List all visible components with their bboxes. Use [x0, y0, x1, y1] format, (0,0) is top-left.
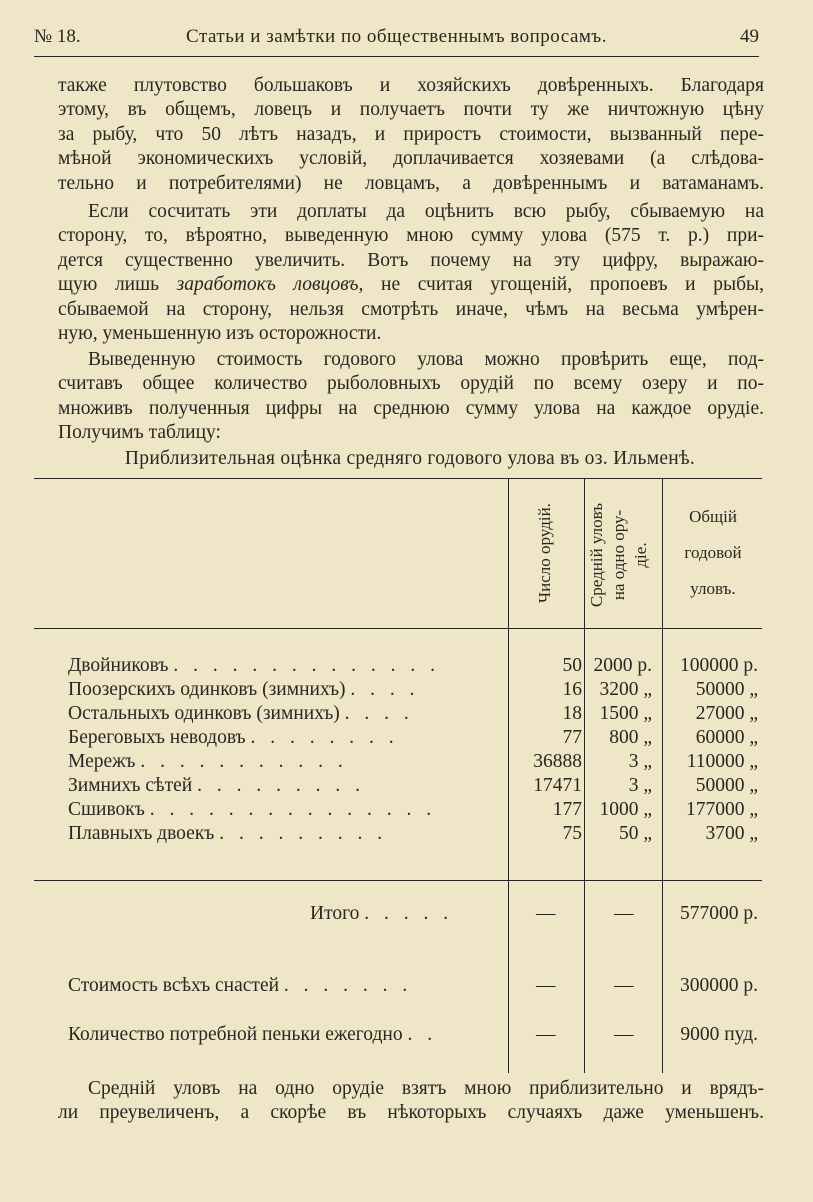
text-line: множивъ полученныя цифры на среднюю сумму улова на каждое орудіе.: [58, 397, 764, 419]
row-label: [68, 703, 414, 725]
header-line: діе.: [631, 542, 650, 568]
cell-avg: 3200 „: [599, 679, 652, 700]
text-line: Если сосчитать эти доплаты да оцѣнить всю рыбу, сбываемую на: [88, 201, 764, 222]
row-name: Сшивокъ: [68, 799, 145, 820]
cell-dash: —: [536, 975, 556, 996]
cell-count: 177: [552, 799, 582, 820]
cell-dash: —: [614, 903, 634, 924]
paragraph-3: [58, 348, 764, 446]
cell-total: 177000 „: [685, 799, 758, 820]
row-label: [68, 655, 440, 677]
cell-count: 18: [562, 703, 582, 724]
text-line: тельно и потребителями) не ловцамъ, а довѣреннымъ и ватаманамъ.: [58, 172, 764, 194]
cell-count: 36888: [533, 751, 582, 772]
cell-dash: —: [536, 1024, 556, 1045]
total-label-text: Итого: [310, 903, 360, 924]
page-number: 49: [740, 26, 759, 47]
cell-total: 50000 „: [695, 679, 758, 700]
table-row: [34, 823, 762, 847]
emphasis-text: заработокъ ловцовъ,: [176, 274, 364, 296]
leader-dots: . . . . .: [364, 903, 454, 924]
total-row: [34, 903, 762, 927]
header-rule: [34, 56, 759, 57]
text-fragment: щую лишь: [58, 274, 177, 296]
leader-dots: . . . . . . . . .: [219, 823, 388, 844]
row-label: [68, 727, 399, 749]
table-row: [34, 727, 762, 751]
row-name: Зимнихъ сѣтей: [68, 775, 193, 796]
cell-count: 50: [562, 655, 582, 676]
table-caption: Приблизительная оцѣнка средняго годового улова въ оз. Ильменѣ.: [124, 448, 696, 469]
text-line: сторону, то, вѣроятно, выведенную мною сумму улова (575 т. р.) при-: [58, 225, 764, 247]
cell-avg: 3 „: [628, 775, 652, 796]
text-line: дется существенно увеличить. Вотъ почему на эту цифру, выражаю-: [58, 249, 764, 271]
text-line: также плутовство большаковъ и хозяйскихъ довѣренныхъ. Благодаря: [58, 75, 764, 96]
cell-count: 17471: [533, 775, 582, 796]
text-line: [58, 273, 764, 297]
table-header-rule: [34, 628, 762, 629]
hemp-row: [34, 1024, 762, 1048]
row-name: Двойниковъ: [68, 655, 169, 676]
cell-count: 77: [562, 727, 582, 748]
running-title: Статьи и замѣтки по общественнымъ вопросамъ.: [186, 26, 607, 47]
leader-dots: . .: [407, 1024, 438, 1045]
cell-avg: 3 „: [628, 751, 652, 772]
leader-dots: . . . . . . . . . . .: [140, 751, 348, 772]
cell-dash: —: [614, 1024, 634, 1045]
column-header-count: Число орудій.: [535, 503, 554, 603]
header-line: уловъ.: [690, 579, 736, 598]
cell-avg: 2000 р.: [593, 655, 652, 676]
cell-total: 110000 „: [686, 751, 758, 772]
row-name: Плавныхъ двоекъ: [68, 823, 215, 844]
row-name: Мережъ: [68, 751, 136, 772]
closing-paragraph: [58, 1077, 764, 1126]
cell-avg: 1500 „: [599, 703, 652, 724]
text-line: Средній уловъ на одно орудіе взятъ мною приблизительно и врядъ-: [88, 1078, 764, 1099]
table-row: [34, 703, 762, 727]
leader-dots: . . . .: [344, 703, 414, 724]
cell-total: 100000 р.: [680, 655, 758, 676]
row-label: [68, 679, 420, 701]
row-label: [68, 751, 348, 773]
paragraph-1: [58, 74, 764, 196]
text-line: мѣной экономическихъ условій, доплачивается хозяевами (а слѣдова-: [58, 148, 764, 170]
cell-total: 50000 „: [695, 775, 758, 796]
text-fragment: не считая угощеній, пропоевъ и рыбы,: [363, 274, 764, 296]
leader-dots: . . . . . . . .: [250, 727, 399, 748]
header-line: годовой: [684, 543, 742, 562]
leader-dots: . . . . . . .: [283, 975, 413, 996]
table-top-rule: [34, 478, 762, 479]
header-line: на одно ору-: [609, 509, 628, 601]
header-line: Общій: [689, 507, 737, 526]
cell-count: 16: [562, 679, 582, 700]
text-line: за рыбу, что 50 лѣтъ назадъ, и приростъ стоимости, вызванный пере-: [58, 123, 764, 145]
text-line: ную, уменьшенную изъ осторожности.: [58, 322, 382, 344]
header-line: Средній уловъ: [587, 502, 606, 608]
table-row: [34, 799, 762, 823]
row-label: [68, 775, 365, 797]
text-line: считавъ общее количество рыболовныхъ орудій по всему озеру и по-: [58, 373, 764, 395]
text-line: Получимъ таблицу:: [58, 422, 221, 444]
column-header-avg: [586, 486, 652, 624]
page-header: [34, 26, 759, 56]
cell-avg: 50 „: [618, 823, 652, 844]
cell-avg: 800 „: [609, 727, 652, 748]
gear-label: [68, 975, 412, 997]
text-line: сбываемой на сторону, нельзя смотрѣть иначе, чѣмъ на весьма умѣрен-: [58, 298, 764, 320]
row-label: [68, 823, 387, 845]
hemp-label: [68, 1024, 437, 1046]
gear-label-text: Стоимость всѣхъ снастей: [68, 975, 280, 996]
text-line: Выведенную стоимость годового улова можно провѣрить еще, под-: [88, 349, 764, 370]
text-line: этому, въ общемъ, ловецъ и получаетъ почти ту же ничтожную цѣну: [58, 99, 764, 121]
gear-cost-row: [34, 975, 762, 999]
leader-dots: . . . . . . . . . . . . . .: [173, 655, 440, 676]
hemp-label-text: Количество потребной пеньки ежегодно: [68, 1024, 403, 1045]
total-value: 577000 р.: [680, 903, 758, 924]
hemp-value: 9000 пуд.: [680, 1024, 758, 1045]
cell-total: 27000 „: [695, 703, 758, 724]
total-label: [310, 903, 453, 925]
row-name: Поозерскихъ одинковъ (зимнихъ): [68, 679, 346, 700]
table-row: [34, 775, 762, 799]
cell-count: 75: [562, 823, 582, 844]
gear-value: 300000 р.: [680, 975, 758, 996]
paragraph-2: [58, 200, 764, 346]
table-row: [34, 679, 762, 703]
leader-dots: . . . .: [350, 679, 420, 700]
text-line: ли преувеличенъ, а скорѣе въ нѣкоторыхъ случаяхъ даже уменьшенъ.: [58, 1102, 764, 1124]
cell-dash: —: [536, 903, 556, 924]
row-name: Остальныхъ одинковъ (зимнихъ): [68, 703, 340, 724]
row-label: [68, 799, 436, 821]
issue-number: № 18.: [34, 26, 81, 47]
catch-table: [34, 478, 762, 1073]
row-name: Береговыхъ неводовъ: [68, 727, 246, 748]
leader-dots: . . . . . . . . .: [197, 775, 365, 796]
cell-avg: 1000 „: [599, 799, 652, 820]
table-subtotal-rule: [34, 880, 762, 881]
leader-dots: . . . . . . . . . . . . . . .: [149, 799, 437, 820]
column-header-total: [664, 504, 762, 602]
table-row: [34, 751, 762, 775]
cell-total: 60000 „: [695, 727, 758, 748]
cell-total: 3700 „: [705, 823, 758, 844]
cell-dash: —: [614, 975, 634, 996]
table-row: [34, 655, 762, 679]
